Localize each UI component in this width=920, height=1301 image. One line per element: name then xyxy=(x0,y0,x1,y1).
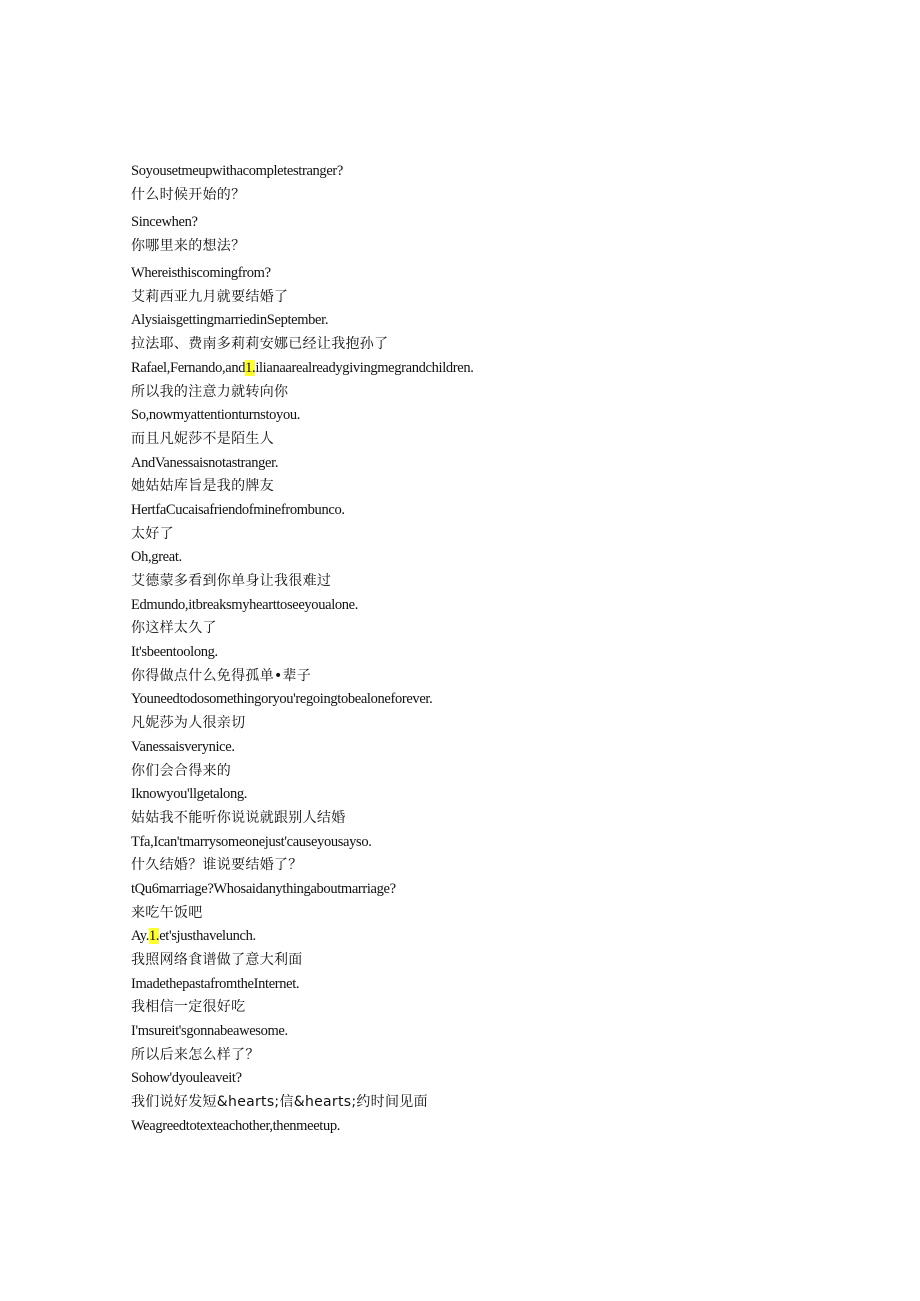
transcript-line-zh: 什么时候开始的？ xyxy=(131,187,246,203)
transcript-line-zh: 她姑姑库旨是我的牌友 xyxy=(131,478,274,495)
transcript-line-en: Edmundo,itbreaksmyhearttoseeyoualone. xyxy=(131,596,359,613)
transcript-line-en: Iknowyou'llgetalong. xyxy=(131,786,248,803)
transcript-line-zh: 所以我的注意力就转向你 xyxy=(131,383,289,400)
transcript-line-en: tQu6marriage?Whosaidanythingaboutmarriage? xyxy=(131,880,396,897)
transcript-line-zh: 我照网络食谱做了意大利面 xyxy=(131,952,303,968)
transcript-line-en: It'sbeentoolong. xyxy=(131,644,218,661)
transcript-line-en: Tfa,Ican'tmarrysomeonejust'causeyousayso. xyxy=(131,833,372,850)
transcript-line-zh: 什久结婚？谁说要结婚了？ xyxy=(131,857,303,874)
transcript-line-en: Weagreedtotexteachother,thenmeetup. xyxy=(131,1117,341,1134)
transcript-line-en: Whereisthiscomingfrom? xyxy=(131,265,271,282)
transcript-line-en xyxy=(131,357,831,381)
line-segment: Ay. xyxy=(131,928,150,945)
transcript-line-zh: 来吃午饭吧 xyxy=(131,904,203,921)
transcript-line-zh: 我们说好发短&hearts;信&hearts;约时间见面 xyxy=(131,1094,428,1111)
transcript-line-en: Youneedtodosomethingoryou'regoingtobealoneforever. xyxy=(131,691,433,708)
transcript-line-en: Sohow'dyouleaveit? xyxy=(131,1070,242,1087)
highlight-mark: 1. xyxy=(245,359,256,376)
transcript-line-zh: 艾德蒙多看到你单身让我很难过 xyxy=(131,573,332,589)
line-segment: et'sjusthavelunch. xyxy=(159,928,256,945)
line-segment: Rafael,Fernando,and xyxy=(131,359,246,376)
transcript-line-en xyxy=(131,925,831,949)
transcript-line-zh: 而且凡妮莎不是陌生人 xyxy=(131,430,274,447)
transcript-line-zh: 所以后来怎么样了？ xyxy=(131,1046,260,1063)
transcript-line-zh: 姑姑我不能听你说说就跟别人结婚 xyxy=(131,809,346,826)
transcript-line-zh: 你这样太久了 xyxy=(131,620,217,637)
transcript-line-en: AlysiaisgettingmarriedinSeptember. xyxy=(131,312,329,329)
highlight-mark: 1. xyxy=(149,928,160,945)
transcript-line-en: Vanessaisverynice. xyxy=(131,738,235,755)
transcript-line-en: HertfaCucaisafriendofminefrombunco. xyxy=(131,501,345,518)
transcript-line-zh: 你哪里来的想法？ xyxy=(131,237,246,254)
transcript-line-zh: 你们会合得来的 xyxy=(131,762,232,779)
transcript-line-zh: 我相信一定很好吃 xyxy=(131,999,246,1016)
transcript-line-en: Sincewhen? xyxy=(131,214,198,231)
transcript-line-zh: 拉法耶、费南多莉莉安娜已经让我抱孙了 xyxy=(131,336,389,353)
transcript-line-zh: 太好了 xyxy=(131,525,174,542)
transcript-line-en: So,nowmyattentionturnstoyou. xyxy=(131,407,301,424)
transcript-line-en: Oh,great. xyxy=(131,549,182,566)
transcript-line-en: AndVanessaisnotastranger. xyxy=(131,454,279,471)
transcript-line-zh: 凡妮莎为人很亲切 xyxy=(131,715,246,732)
transcript-line-en: Soyousetmeupwithacompletestranger? xyxy=(131,163,343,179)
line-segment: ilianaarealreadygivingmegrandchildren. xyxy=(255,359,474,376)
transcript-line-zh: 艾莉西亚九月就要结婚了 xyxy=(131,288,289,305)
transcript-body xyxy=(131,158,831,1139)
transcript-line-zh: 你得做点什么免得孤单•辈子 xyxy=(131,667,312,684)
transcript-line-en: ImadethepastafromtheInternet. xyxy=(131,975,300,992)
transcript-line-en: I'msureit'sgonnabeawesome. xyxy=(131,1023,288,1040)
